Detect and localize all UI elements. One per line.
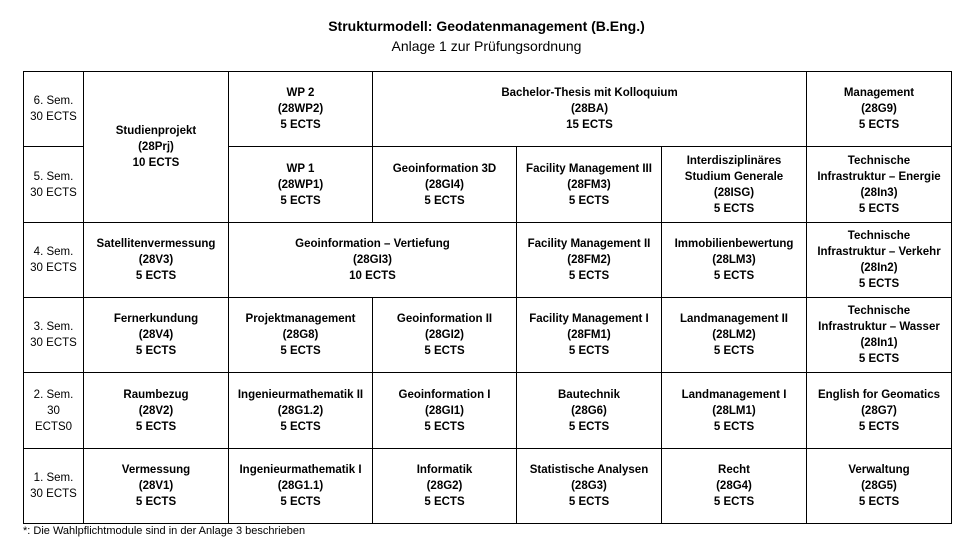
module-text-line: 5 ECTS: [713, 202, 755, 215]
module-text-line: 5 ECTS: [858, 420, 900, 433]
module-cell: [662, 449, 807, 524]
module-text-line: WP 2: [286, 87, 315, 99]
module-cell: [662, 373, 807, 449]
module-text-line: Raumbezug: [123, 388, 189, 401]
module-text-line: 5 ECTS: [135, 345, 177, 357]
module-text-line: 5 ECTS: [135, 420, 177, 433]
module-text-line: (28V2): [138, 404, 174, 417]
module-text-line: 5 ECTS: [713, 345, 755, 357]
module-text-line: (28G4): [716, 480, 752, 492]
module-text-line: Immobilienbewertung: [674, 238, 794, 250]
module-text-line: Geoinformation I: [398, 388, 491, 401]
module-text-line: (28G8): [282, 329, 319, 341]
module-cell: [229, 373, 373, 449]
module-cell: [373, 449, 517, 524]
module-text-line: 5 ECTS: [280, 119, 321, 131]
module-text-line: (28G2): [426, 480, 463, 492]
module-text-line: (28BA): [570, 103, 609, 115]
module-text-line: Informatik: [416, 464, 473, 476]
module-text-line: (28WP1): [277, 178, 324, 191]
module-cell: [84, 72, 229, 223]
semester-label-line: 1. Sem.: [33, 472, 74, 484]
module-cell: [662, 147, 807, 223]
module-cell: [662, 298, 807, 373]
module-text-line: Technische: [847, 230, 911, 242]
row-semester-6: [24, 72, 952, 147]
module-cell: [807, 373, 952, 449]
module-cell: [517, 373, 662, 449]
module-text-line: 5 ECTS: [858, 278, 900, 290]
module-cell: [662, 223, 807, 298]
module-text-line: (28G6): [571, 404, 607, 417]
footnote: *: Die Wahlpflichtmodule sind in der Anlage 3 beschrieben: [23, 525, 306, 537]
module-cell: [84, 298, 229, 373]
module-cell: [229, 449, 373, 524]
module-text-line: Infrastruktur – Wasser: [818, 321, 940, 333]
module-cell: [517, 147, 662, 223]
module-cell: [517, 223, 662, 298]
module-text-line: 5 ECTS: [568, 270, 610, 282]
module-text-line: (28V4): [138, 329, 174, 341]
module-text-line: English for Geomatics: [817, 388, 941, 401]
module-text-line: (28ISG): [713, 186, 755, 199]
module-text-line: (28FM2): [567, 254, 611, 266]
semester-label: [24, 449, 84, 524]
module-text-line: (28In3): [860, 186, 898, 199]
module-text-line: Landmanagement I: [681, 388, 787, 401]
module-text-line: (28WP2): [277, 103, 324, 115]
module-text-line: 5 ECTS: [568, 420, 610, 433]
module-text-line: 5 ECTS: [858, 496, 900, 508]
curriculum-table: [23, 71, 952, 524]
module-text-line: Bachelor-Thesis mit Kolloquium: [501, 87, 678, 99]
module-text-line: Ingenieurmathematik I: [239, 464, 362, 476]
document-subtitle: Anlage 1 zur Prüfungsordnung: [391, 38, 582, 54]
module-text-line: 5 ECTS: [424, 345, 465, 357]
module-text-line: Fernerkundung: [113, 313, 199, 325]
row-semester-4: [24, 223, 952, 298]
module-text-line: Infrastruktur – Verkehr: [817, 246, 941, 258]
semester-label-line: 30: [47, 404, 60, 417]
module-text-line: Facility Management III: [526, 162, 652, 175]
module-cell: [807, 449, 952, 524]
module-text-line: 5 ECTS: [280, 420, 321, 433]
module-text-line: 5 ECTS: [424, 194, 465, 207]
module-text-line: (28GI3): [353, 254, 392, 266]
semester-label: [24, 147, 84, 223]
row-semester-1: [24, 449, 952, 524]
module-text-line: 5 ECTS: [280, 345, 321, 357]
module-text-line: 5 ECTS: [135, 496, 177, 508]
module-text-line: Satellitenvermessung: [96, 238, 216, 250]
module-text-line: (28In2): [860, 262, 898, 274]
semester-label-line: 5. Sem.: [33, 170, 74, 183]
module-cell: [373, 298, 517, 373]
module-text-line: Management: [843, 87, 915, 99]
module-text-line: Verwaltung: [848, 464, 910, 476]
module-text-line: 5 ECTS: [135, 270, 177, 282]
module-cell: [807, 223, 952, 298]
module-text-line: 10 ECTS: [349, 270, 396, 282]
module-text-line: Geoinformation – Vertiefung: [295, 238, 450, 250]
module-text-line: Landmanagement II: [680, 313, 788, 325]
module-text-line: (28G5): [861, 480, 897, 492]
module-text-line: 5 ECTS: [568, 194, 610, 207]
module-text-line: (28G3): [571, 480, 607, 492]
module-cell: [807, 298, 952, 373]
module-cell: [84, 449, 229, 524]
module-text-line: 5 ECTS: [858, 202, 900, 215]
module-text-line: Studium Generale: [684, 170, 784, 183]
module-text-line: (28GI2): [425, 329, 464, 341]
module-text-line: (28GI1): [425, 404, 464, 417]
module-text-line: Studienprojekt: [115, 125, 197, 137]
semester-label-line: 30 ECTS: [30, 488, 77, 500]
module-text-line: (28G1.2): [277, 404, 324, 417]
module-text-line: (28G1.1): [277, 480, 324, 492]
module-text-line: (28G7): [861, 404, 897, 417]
module-text-line: 5 ECTS: [568, 496, 610, 508]
module-text-line: Facility Management II: [527, 238, 651, 250]
semester-label-line: 6. Sem.: [33, 95, 74, 107]
module-cell: [807, 147, 952, 223]
module-text-line: WP 1: [286, 162, 315, 175]
module-text-line: 5 ECTS: [713, 420, 755, 433]
module-text-line: Ingenieurmathematik II: [237, 388, 364, 401]
module-text-line: (28V3): [138, 254, 174, 266]
module-cell: [373, 373, 517, 449]
module-text-line: 5 ECTS: [713, 496, 755, 508]
module-text-line: Technische: [847, 154, 911, 167]
module-text-line: Interdisziplinäres: [686, 154, 782, 167]
module-text-line: Geoinformation II: [396, 313, 493, 325]
module-text-line: (28Prj): [138, 141, 174, 153]
module-text-line: 15 ECTS: [566, 119, 613, 131]
semester-label-line: 3. Sem.: [33, 321, 74, 333]
module-text-line: Technische: [847, 305, 911, 317]
module-text-line: Statistische Analysen: [529, 464, 649, 476]
module-cell: [84, 223, 229, 298]
module-cell: [517, 449, 662, 524]
module-text-line: 5 ECTS: [280, 496, 321, 508]
module-text-line: (28LM3): [712, 254, 756, 266]
module-text-line: Facility Management I: [529, 313, 649, 325]
module-cell: [517, 298, 662, 373]
module-cell: [373, 72, 807, 147]
module-text-line: 10 ECTS: [132, 157, 180, 169]
row-semester-3: [24, 298, 952, 373]
module-text-line: 5 ECTS: [424, 496, 465, 508]
semester-label-line: 4. Sem.: [33, 246, 74, 258]
module-text-line: 5 ECTS: [858, 353, 900, 365]
module-cell: [229, 298, 373, 373]
module-text-line: Geoinformation 3D: [392, 162, 497, 175]
module-text-line: Recht: [718, 464, 750, 476]
module-text-line: 5 ECTS: [858, 119, 900, 131]
semester-label-line: 30 ECTS: [30, 337, 77, 349]
module-text-line: Infrastruktur – Energie: [817, 170, 941, 183]
semester-label-line: 30 ECTS: [30, 262, 77, 274]
module-text-line: 5 ECTS: [568, 345, 610, 357]
module-cell: [229, 147, 373, 223]
document-title: Strukturmodell: Geodatenmanagement (B.Eng.): [328, 18, 645, 34]
semester-label-line: 30 ECTS: [30, 186, 77, 199]
module-text-line: (28V1): [138, 480, 174, 492]
module-text-line: (28LM2): [712, 329, 756, 341]
module-cell: [229, 223, 517, 298]
module-cell: [373, 147, 517, 223]
module-text-line: Projektmanagement: [245, 313, 356, 325]
module-text-line: (28FM1): [567, 329, 611, 341]
module-text-line: (28GI4): [425, 178, 464, 191]
semester-label: [24, 373, 84, 449]
module-cell: [84, 373, 229, 449]
module-text-line: (28G9): [861, 103, 897, 115]
module-text-line: 5 ECTS: [713, 270, 755, 282]
semester-label-line: 2. Sem.: [33, 388, 74, 401]
semester-label: [24, 223, 84, 298]
module-text-line: (28FM3): [567, 178, 611, 191]
module-text-line: Bautechnik: [558, 388, 620, 401]
module-text-line: Vermessung: [121, 464, 191, 476]
row-semester-2: [24, 373, 952, 449]
module-text-line: (28In1): [860, 337, 898, 349]
module-cell: [229, 72, 373, 147]
semester-label: [24, 72, 84, 147]
module-cell: [807, 72, 952, 147]
module-text-line: 5 ECTS: [424, 420, 465, 433]
module-text-line: 5 ECTS: [280, 194, 321, 207]
semester-label-line: 30 ECTS: [30, 111, 77, 123]
module-text-line: (28LM1): [712, 404, 756, 417]
semester-label: [24, 298, 84, 373]
semester-label-line: ECTS0: [34, 420, 73, 433]
